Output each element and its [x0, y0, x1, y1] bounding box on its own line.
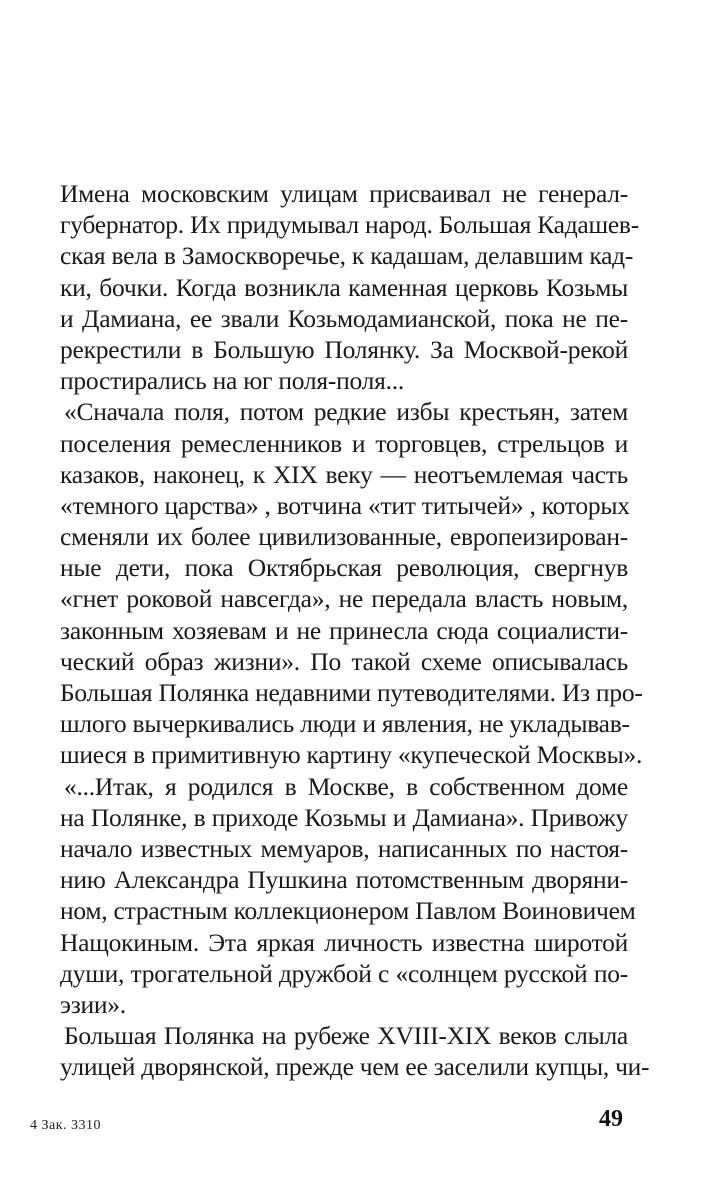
text-line: казаков, наконец, к XIX веку — неотъемлемая часть [60, 459, 628, 489]
text-line: «...Итак, я родился в Москве, в собственном доме [64, 771, 628, 801]
text-line: ные дети, пока Октябрьская революция, свергнув [60, 553, 628, 583]
text-line: ки, бочки. Когда возникла каменная церковь Козьмы [60, 272, 628, 302]
text-line: Большая Полянка недавними путеводителями. Из про- [60, 678, 643, 707]
text-line: «гнет роковой навсегда», не передала власть новым, [60, 584, 628, 614]
text-line: поселения ремесленников и торговцев, стрельцов и [60, 428, 628, 458]
text-line: сменяли их более цивилизованные, европеизирован- [60, 522, 628, 552]
body-text [60, 178, 650, 1082]
text-line: на Полянке, в приходе Козьмы и Дамиана». Привожу [60, 802, 628, 832]
text-line: ном, страстным коллекционером Павлом Воиновичем [60, 896, 636, 926]
text-line: «темного царства» , вотчина «тит титычей» , которых [60, 490, 630, 520]
text-line: улицей дворянской, прежде чем ее заселили купцы, чи- [60, 1052, 650, 1082]
text-line: эзии». [60, 989, 126, 1019]
printer-signature: 4 Зак. 3310 [30, 1118, 102, 1133]
text-line: шиеся в примитивную картину «купеческой Москвы». [60, 740, 643, 770]
text-line: и Дамиана, ее звали Козьмодамианской, пока не пе- [60, 303, 628, 333]
text-line: законным хозяевам и не принесла сюда социалисти- [60, 615, 628, 645]
page-number: 49 [599, 1106, 623, 1132]
text-line: простирались на юг поля-поля... [60, 366, 404, 396]
text-line: рекрестили в Большую Полянку. За Москвой-рекой [60, 334, 628, 364]
text-line: ская вела в Замоскворечье, к кадашам, делавшим кад- [60, 241, 634, 271]
text-line: «Сначала поля, потом редкие избы крестьян, затем [64, 397, 628, 427]
text-line: ческий образ жизни». По такой схеме описывалась [60, 646, 628, 676]
text-line: Имена московским улицам присваивал не генерал- [60, 179, 628, 208]
text-line: Нащокиным. Эта яркая личность известна широтой [60, 927, 628, 957]
text-line: души, трогательной дружбой с «солнцем русской по- [60, 958, 628, 988]
text-line: Большая Полянка на рубеже XVIII-XIX веков слыла [64, 1021, 628, 1051]
text-line: губернатор. Их придумывал народ. Большая Кадашев- [60, 210, 639, 240]
text-line: нию Александра Пушкина потомственным дворяни- [60, 865, 628, 895]
text-line: шлого вычеркивались люди и явления, не укладывав- [60, 709, 630, 739]
text-line: начало известных мемуаров, написанных по настоя- [60, 833, 628, 863]
